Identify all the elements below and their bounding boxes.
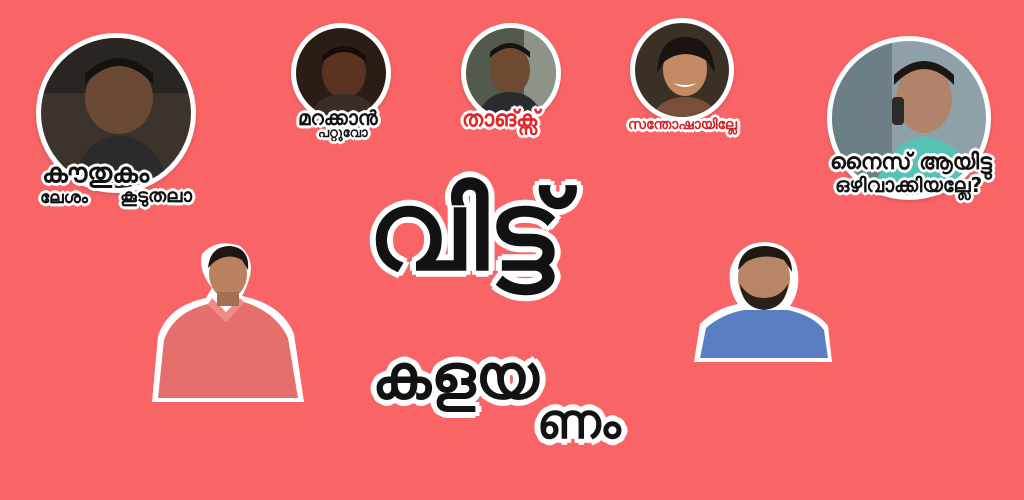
sticker-thanks-photo bbox=[466, 28, 556, 118]
caption-santhoshayille: സന്തോഷായില്ലേ bbox=[628, 117, 737, 133]
sticker-bearded-man[interactable] bbox=[692, 240, 834, 362]
sticker-marakkan-photo bbox=[296, 28, 386, 118]
title-line2: കളയ bbox=[372, 340, 539, 413]
sticker-santhoshayille-photo bbox=[635, 23, 729, 117]
title-line1: വിട്ട് bbox=[368, 167, 563, 295]
sticker-man-pink-shirt[interactable] bbox=[148, 240, 306, 402]
sticker-santhoshayille[interactable] bbox=[630, 18, 734, 122]
caption-marakkan-line1: മറക്കാൻ bbox=[298, 106, 378, 130]
caption-nice-aayittu-line2: ഒഴിവാക്കിയല്ലേ? bbox=[835, 173, 983, 197]
caption-marakkan-line2: പറ്റുവോ bbox=[318, 126, 368, 141]
caption-nice-aayittu-line1: നൈസ് ആയിട്ടു bbox=[830, 150, 992, 175]
caption-kauthukam-line1: കൗതുകം bbox=[42, 158, 150, 189]
caption-kauthukam-line2a: ലേശം bbox=[40, 188, 88, 208]
caption-kauthukam-line2b: കൂടുതലാ bbox=[120, 185, 192, 207]
caption-thanks: താങ്ക്സ് bbox=[462, 107, 540, 132]
title-line3: ണം bbox=[537, 394, 621, 450]
